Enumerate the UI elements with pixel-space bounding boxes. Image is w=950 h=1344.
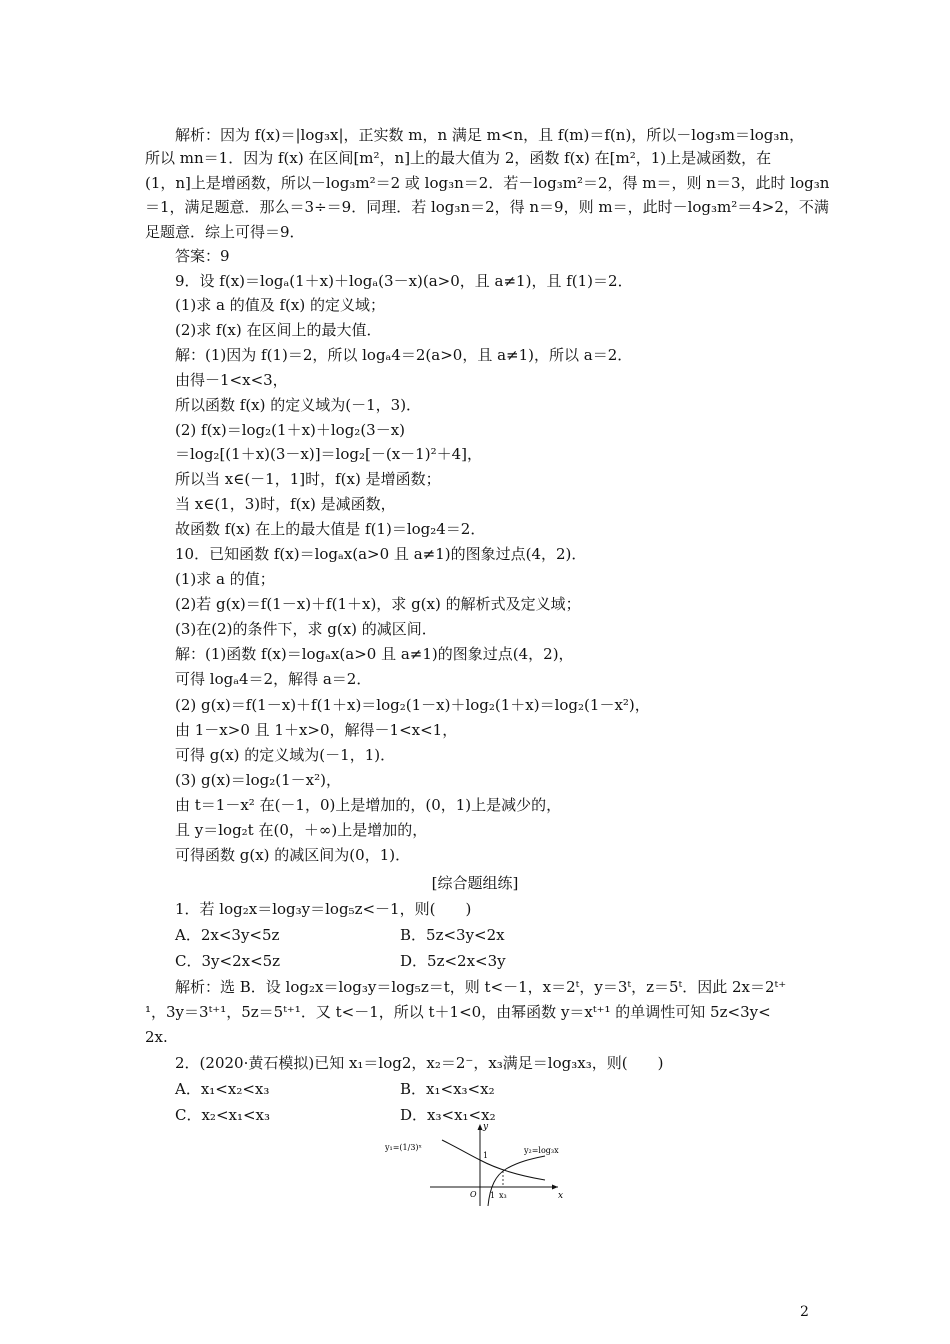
text-line: 当 x∈(1，3)时，f(x) 是减函数， [175,495,396,513]
option-a: A．2x<3y<5z [175,926,280,944]
page-number: 2 [800,1304,809,1320]
question-1-stem: 1．若 log₂x＝log₃y＝log₅z<－1，则( ) [175,900,472,918]
question-10-stem: 10．已知函数 f(x)＝logₐx(a>0 且 a≠1)的图象过点(4，2)． [175,545,587,563]
x-tick-1: 1 [490,1191,496,1200]
text-line: ＝log₂[(1＋x)(3－x)]＝log₂[－(x－1)²＋4]， [175,445,482,463]
answer-line: 答案：9 [175,247,230,265]
option-c: C．x₂<x₁<x₃ [175,1106,271,1124]
text-line: (2)若 g(x)＝f(1－x)＋f(1＋x)，求 g(x) 的解析式及定义域； [175,595,581,613]
text-line: (3)在(2)的条件下，求 g(x) 的减区间． [175,620,437,638]
text-line: 解析：因为 f(x)＝|log₃x|，正实数 m，n 满足 m<n，且 f(m)＝f(n)，所以－log₃m＝log₃n， [175,126,805,144]
option-d: D．x₃<x₁<x₂ [400,1106,496,1124]
text-line: (2)求 f(x) 在区间上的最大值． [175,321,382,339]
question-9-stem: 9．设 f(x)＝logₐ(1＋x)＋logₐ(3－x)(a>0，且 a≠1)，且 f(1)＝2． [175,272,633,290]
analysis-line: ¹，3y＝3ᵗ⁺¹，5z＝5ᵗ⁺¹．又 t<－1，所以 t＋1<0，由幂函数 y＝xᵗ⁺¹ 的单调性可知 5z<3y< [145,1003,771,1021]
text-line: (1)求 a 的值； [175,570,275,588]
text-line: 足题意．综上可得＝9． [145,223,305,241]
y-axis-arrow [478,1124,483,1130]
text-line: 所以函数 f(x) 的定义域为(－1，3)． [175,396,422,414]
y1-label: y₁=(1/3)ˣ [385,1143,422,1152]
origin-label: O [470,1190,477,1199]
text-line: 可得 g(x) 的定义域为(－1，1)． [175,746,396,764]
option-a: A．x₁<x₂<x₃ [175,1080,270,1098]
x-axis-arrow [552,1185,558,1190]
option-b: B．5z<3y<2x [400,926,505,944]
option-b: B．x₁<x₃<x₂ [400,1080,495,1098]
text-line: 可得 logₐ4＝2，解得 a＝2． [175,670,372,688]
text-line: 且 y＝log₂t 在(0，＋∞)上是增加的， [175,821,428,839]
text-line: 故函数 f(x) 在上的最大值是 f(1)＝log₂4＝2． [175,520,486,538]
y-tick-1: 1 [483,1151,489,1160]
analysis-line: 解析：选 B．设 log₂x＝log₃y＝log₅z＝t，则 t<－1，x＝2ᵗ，y＝3ᵗ，z＝5ᵗ．因此 2x＝2ᵗ⁺ [175,978,787,996]
question-2-stem: 2．(2020·黄石模拟)已知 x₁＝log2，x₂＝2⁻，x₃满足＝log₃x₃，则( ) [175,1054,664,1072]
y2-label: y₂=log₃x [524,1146,559,1155]
section-title: [综合题组练] [431,874,519,892]
text-line: (3) g(x)＝log₂(1－x²)， [175,771,341,789]
text-line: (1)求 a 的值及 f(x) 的定义域； [175,296,385,314]
text-line: 解：(1)函数 f(x)＝logₐx(a>0 且 a≠1)的图象过点(4，2)， [175,645,574,663]
text-line: 由 t＝1－x² 在(－1，0)上是增加的，(0，1)上是减少的， [175,796,562,814]
analysis-line: 2x. [145,1028,168,1046]
text-line: (2) g(x)＝f(1－x)＋f(1＋x)＝log₂(1－x)＋log₂(1＋x)＝log₂(1－x²)， [175,696,650,714]
option-d: D．5z<2x<3y [400,952,506,970]
x-axis-label: x [558,1191,564,1201]
function-graph-figure [380,1120,580,1210]
text-line: 由 1－x>0 且 1＋x>0，解得－1<x<1， [175,721,458,739]
text-line: 由得－1<x<3， [175,371,288,389]
y-axis-label: y [483,1122,489,1132]
curve-y2 [488,1156,545,1206]
text-line: 所以当 x∈(－1，1]时，f(x) 是增函数； [175,470,441,488]
text-line: (1，n]上是增函数，所以－log₃m²＝2 或 log₃n＝2．若－log₃m²＝2，得 m＝，则 n＝3，此时 log₃n [145,174,830,192]
text-line: 所以 mn＝1．因为 f(x) 在区间[m²，n]上的最大值为 2，函数 f(x) 在[m²，1)上是减函数，在 [145,149,772,167]
option-c: C．3y<2x<5z [175,952,281,970]
text-line: ＝1，满足题意．那么＝3÷＝9．同理．若 log₃n＝2，得 n＝9，则 m＝，此时－log₃m²＝4>2，不满 [145,198,829,216]
x3-label: x₃ [499,1191,507,1200]
text-line: 解：(1)因为 f(1)＝2，所以 logₐ4＝2(a>0，且 a≠1)，所以 a＝2． [175,346,633,364]
text-line: (2) f(x)＝log₂(1＋x)＋log₂(3－x) [175,421,406,439]
text-line: 可得函数 g(x) 的减区间为(0，1)． [175,846,411,864]
